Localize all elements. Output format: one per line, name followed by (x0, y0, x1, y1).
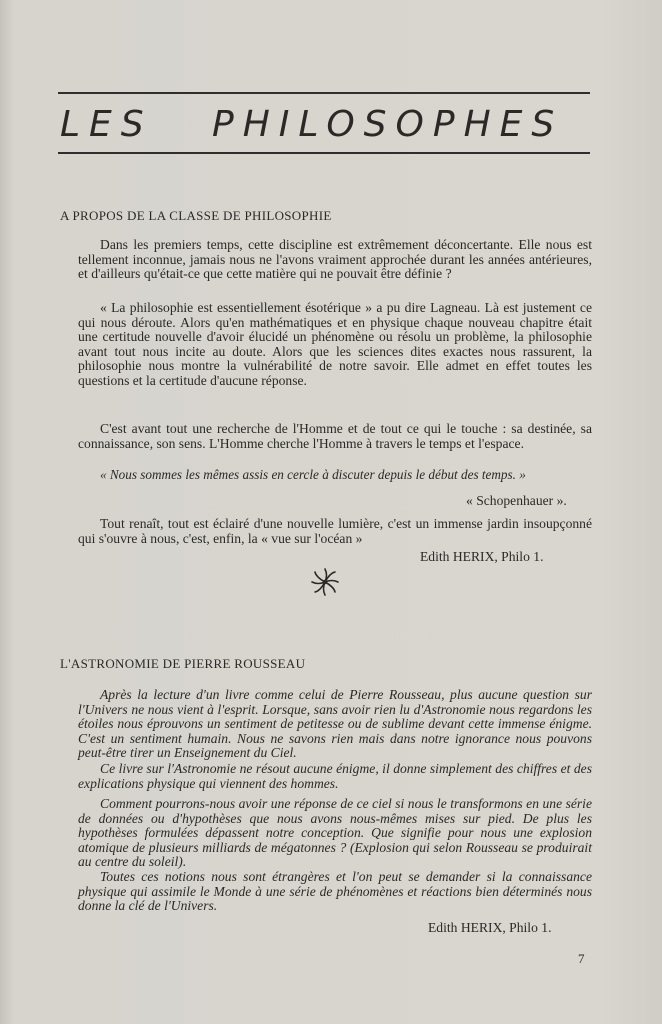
section2-paragraph-1: Après la lecture d'un livre comme celui de Pierre Rousseau, plus aucune question sur l'Univers ne nous vient à l'esprit. Lorsque, sans avoir rien lu d'Astronomie nous regardons les étoiles nous éprouvons un sentiment de petitesse ou de sublime devant cette immense énigme. C'est un sentiment humain. Nous ne savons rien mais dans notre ignorance nous pouvons peut-être tirer un Enseignement du Ciel. (78, 687, 592, 760)
star-ornament-icon (310, 567, 340, 597)
section1-heading: A PROPOS DE LA CLASSE DE PHILOSOPHIE (60, 208, 332, 223)
section2-paragraph-3: Comment pourrons-nous avoir une réponse de ce ciel si nous le transformons en une série de données ou d'hypothèses que nous avons nous-mêmes mises sur pied. De plus les hypothèses formulées dépassent notre conception. Que signifie pour nous une explosion atomique de plusieurs milliards de mégatonnes ? (Explosion qui selon Rousseau se produirait au centre du soleil). (78, 796, 592, 869)
title-word-philosophes: PHILOSOPHES (212, 104, 564, 145)
section1-paragraph-4: Tout renaît, tout est éclairé d'une nouvelle lumière, c'est un immense jardin insoupçonné qui s'ouvre à nous, c'est, enfin, la « vue sur l'océan » (78, 516, 592, 546)
title-bottom-rule (58, 152, 590, 154)
section2-heading: L'ASTRONOMIE DE PIERRE ROUSSEAU (60, 656, 306, 671)
section1-paragraph-3: C'est avant tout une recherche de l'Homme et de tout ce qui le touche : sa destinée, sa connaissance, son sens. L'Homme cherche l'Homme à travers le temps et l'espace. (78, 421, 592, 451)
title-word-les: LES (60, 104, 153, 145)
section1-paragraph-2: « La philosophie est essentiellement ésotérique » a pu dire Lagneau. Là est justement ce qui nous déroute. Alors qu'en mathématiques et en physique chaque nouveau chapitre était une certitude nouvelle d'avoir élucidé un phénomène ou résolu un problème, la philosophie avant tout nous incite au doute. Alors que les sciences dites exactes nous rassurent, la philosophie nous montre la vulnérabilité de notre savoir. Elle admet en effet toutes les questions et la certitude d'aucune réponse. (78, 300, 592, 388)
section2-signature: Edith HERIX, Philo 1. (428, 920, 552, 935)
title-top-rule (58, 92, 590, 94)
section1-quote-author: « Schopenhauer ». (466, 493, 567, 508)
section1-signature: Edith HERIX, Philo 1. (420, 549, 544, 564)
section1-quote: « Nous sommes les mêmes assis en cercle à discuter depuis le début des temps. » (100, 467, 526, 482)
section2-paragraph-2: Ce livre sur l'Astronomie ne résout aucune énigme, il donne simplement des chiffres et des explications physique qui viennent des hommes. (78, 761, 592, 791)
page-title (58, 100, 590, 150)
page-number: 7 (578, 951, 585, 966)
section1-paragraph-1: Dans les premiers temps, cette discipline est extrêmement déconcertante. Elle nous est tellement inconnue, jamais nous ne l'avons vraiment approchée durant les années antérieures, et d'ailleurs qu'était-ce que cette matière qui ne pouvait être définie ? (78, 237, 592, 281)
section2-paragraph-4: Toutes ces notions nous sont étrangères et l'on peut se demander si la connaissance physique qui assimile le Monde à une série de phénomènes et réactions bien déterminés nous donne la clé de l'Univers. (78, 869, 592, 913)
